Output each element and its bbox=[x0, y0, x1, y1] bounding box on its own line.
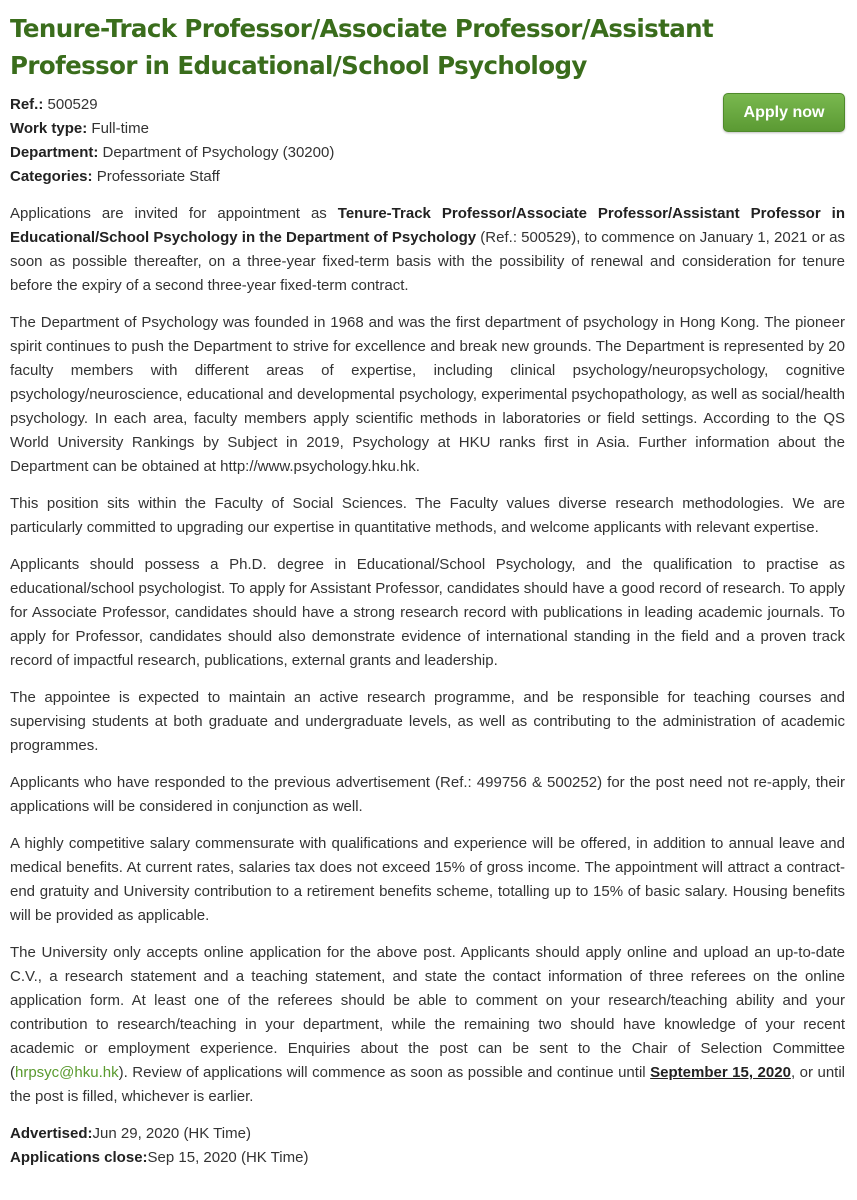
work-type-value: Full-time bbox=[91, 120, 149, 137]
deadline-date: September 15, 2020 bbox=[650, 1064, 791, 1081]
paragraph-duties: The appointee is expected to maintain an active research programme, and be responsible for teaching courses and supervising students at both graduate and undergraduate levels, as well as contributing to the administration of academic programmes. bbox=[10, 689, 845, 754]
department-label: Department: bbox=[10, 144, 99, 161]
paragraph-requirements: Applicants should possess a Ph.D. degree in Educational/School Psychology, and the qualification to practise as educational/school psychologist. To apply for Assistant Professor, candidates should have a good record of research. To apply for Associate Professor, candidates should have a strong research record with publications in leading academic journals. To apply for Professor, candidates should also demonstrate evidence of international standing in the field and a proven track record of impactful research, publications, external grants and leadership. bbox=[10, 556, 845, 669]
paragraph-salary: A highly competitive salary commensurate with qualifications and experience will be offered, in addition to annual leave and medical benefits. At current rates, salaries tax does not exceed 15% of gross income. The appointment will attract a contract-end gratuity and University contribution to a retirement benefits scheme, totalling up to 15% of basic salary. Housing benefits will be provided as applicable. bbox=[10, 835, 845, 924]
application-text-pre: The University only accepts online application for the above post. Applicants should apply online and upload an up-to-date C.V., a research statement and a teaching statement, and state the contact information of three referees on the online application form. At least one of the referees should be able to comment on your research/teaching ability and your contribution to research/teaching in your department, while the remaining two should have knowledge of your recent academic or employment experience. Enquiries about the post can be sent to the Chair of Selection Committee ( bbox=[10, 944, 845, 1081]
posting-dates bbox=[10, 1122, 845, 1170]
categories-label: Categories: bbox=[10, 168, 93, 185]
work-type-row bbox=[10, 117, 845, 141]
department-value: Department of Psychology (30200) bbox=[102, 144, 335, 161]
advertised-value: Jun 29, 2020 (HK Time) bbox=[92, 1125, 251, 1142]
categories-row bbox=[10, 165, 845, 189]
paragraph-department: The Department of Psychology was founded in 1968 and was the first department of psychology in Hong Kong. The pioneer spirit continues to push the Department to strive for excellence and break new grounds. The Department is represented by 20 faculty members with different areas of expertise, including clinical psychology/neuropsychology, cognitive psychology/neuroscience, educational and developmental psychology, experimental psychopathology, as well as social/health psychology. In each area, faculty members apply scientific methods in laboratories or field settings. According to the QS World University Rankings by Subject in 2019, Psychology at HKU ranks first in Asia. Further information about the Department can be obtained at http://www.psychology.hku.hk. bbox=[10, 314, 845, 475]
email-link[interactable]: hrpsyc@hku.hk bbox=[15, 1064, 119, 1081]
work-type-label: Work type: bbox=[10, 120, 88, 137]
intro-text-pre: Applications are invited for appointment as bbox=[10, 205, 338, 222]
paragraph-intro bbox=[10, 202, 845, 298]
intro-position-title: Tenure-Track Professor/Associate Professor/Assistant Professor in Educational/School Psychology in the Department of Psychology bbox=[10, 205, 845, 246]
advertised-label: Advertised: bbox=[10, 1125, 93, 1142]
application-text-mid: ). Review of applications will commence as soon as possible and continue until bbox=[118, 1064, 651, 1081]
categories-value: Professoriate Staff bbox=[96, 168, 220, 185]
job-meta-section bbox=[10, 93, 845, 189]
advertised-row bbox=[10, 1122, 845, 1146]
apply-now-button[interactable]: Apply now bbox=[723, 93, 845, 132]
applications-close-label: Applications close: bbox=[10, 1149, 148, 1166]
department-row bbox=[10, 141, 845, 165]
job-meta bbox=[10, 93, 845, 189]
page-title: Tenure-Track Professor/Associate Professor/Assistant Professor in Educational/School Psychology bbox=[10, 14, 714, 80]
paragraph-previous-applicants: Applicants who have responded to the previous advertisement (Ref.: 499756 & 500252) for the post need not re-apply, their applications will be considered in conjunction as well. bbox=[10, 774, 845, 815]
application-text-post: , or until the post is filled, whichever is earlier. bbox=[10, 1064, 845, 1105]
paragraph-faculty: This position sits within the Faculty of Social Sciences. The Faculty values diverse research methodologies. We are particularly committed to upgrading our expertise in quantitative methods, and welcome applicants with relevant expertise. bbox=[10, 495, 845, 536]
applications-close-row bbox=[10, 1146, 845, 1170]
ref-value: 500529 bbox=[47, 96, 98, 113]
intro-text-post: (Ref.: 500529), to commence on January 1, 2021 or as soon as possible thereafter, on a three-year fixed-term basis with the possibility of renewal and consideration for tenure before the expiry of a second three-year fixed-term contract. bbox=[10, 229, 845, 294]
ref-row bbox=[10, 93, 845, 117]
ref-label: Ref.: bbox=[10, 96, 44, 113]
paragraph-application bbox=[10, 941, 845, 1109]
applications-close-value: Sep 15, 2020 (HK Time) bbox=[147, 1149, 309, 1166]
